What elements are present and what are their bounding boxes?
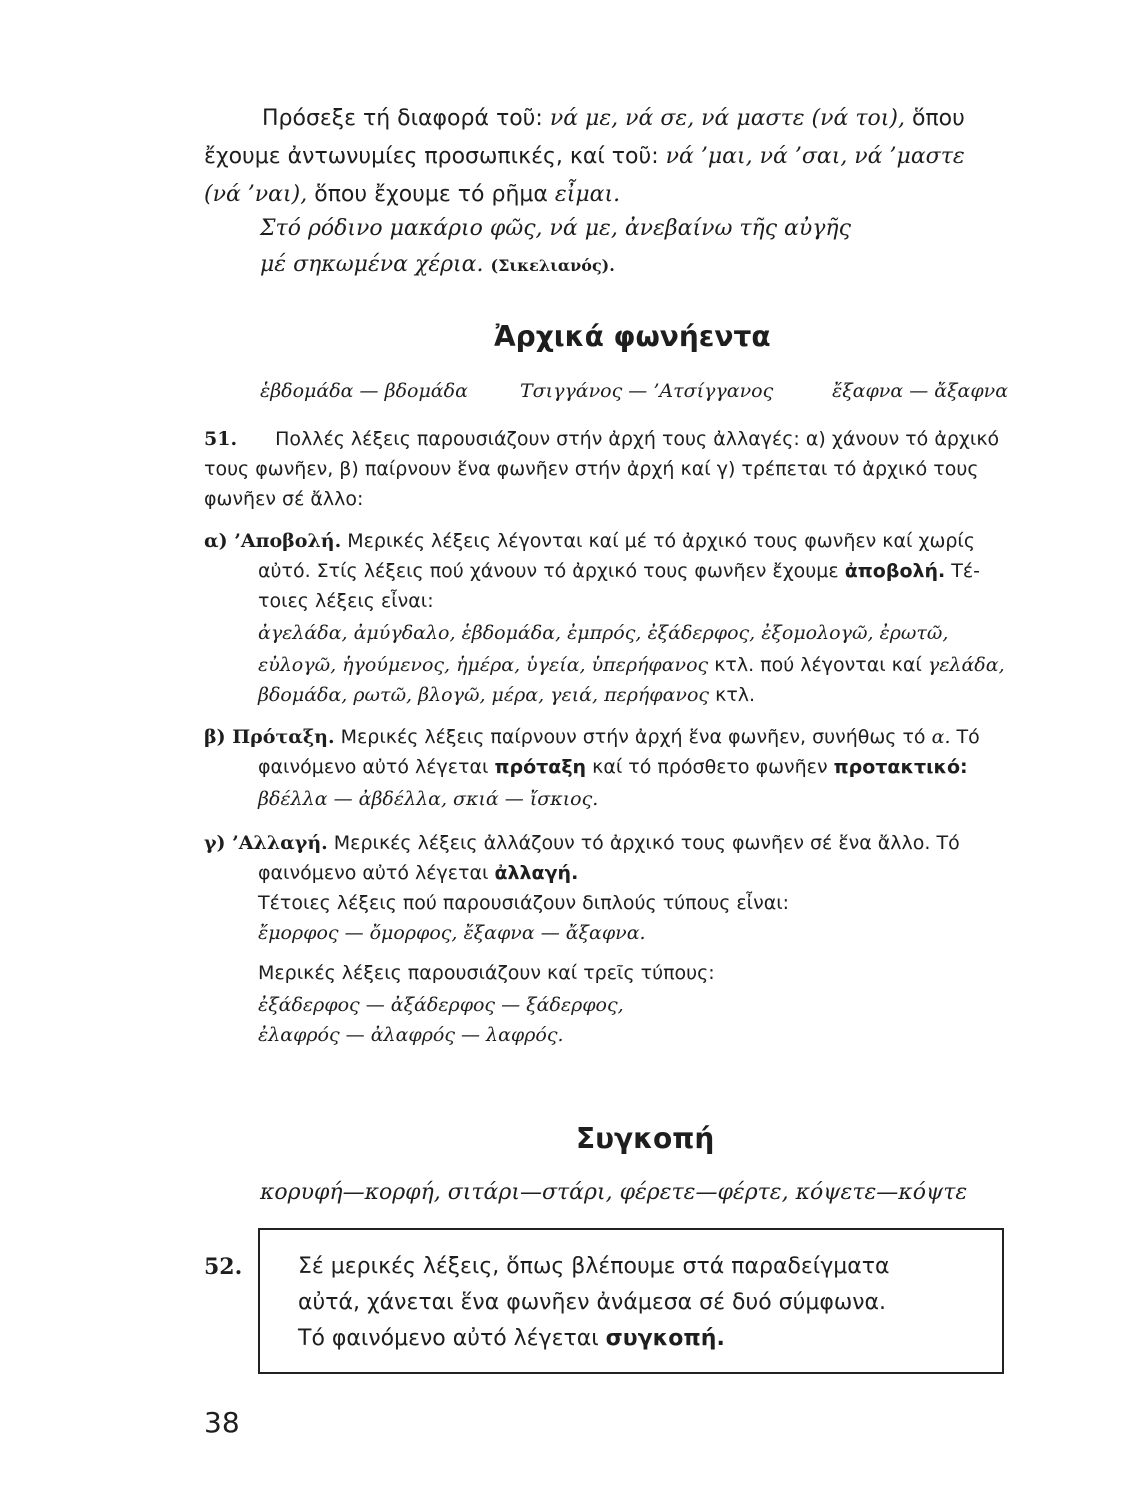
intro-line-3 [204,182,620,207]
p52-line-1: Σέ μερικές λέξεις, ὅπως βλέπουμε στά παραδείγματα [298,1254,890,1279]
beta-text: καί τό πρόσθετο φωνῆεν [586,756,834,778]
gamma-line-7: ἐλαφρός — ἀλαφρός — λαφρός. [258,1024,564,1046]
gamma-line-2 [258,862,578,884]
alpha-line-5 [258,654,1005,676]
p52-term: συγκοπή. [605,1326,725,1351]
p51-line-3: φωνῆεν σέ ἄλλο: [204,488,364,510]
alpha-text: κτλ. [709,684,756,706]
intro-line-2 [204,144,965,169]
intro-text: Πρόσεξε τή διαφορά τοῦ: [262,106,550,131]
alpha-term: ἀποβολή. [844,560,946,582]
alpha-examples: γελάδα, [927,654,1005,676]
p52-line-3 [298,1326,725,1351]
gamma-text: φαινόμενο αὐτό λέγεται [258,862,495,884]
beta-term: πρόταξη [494,756,587,778]
beta-example: α. [931,726,951,748]
gamma-line-4: ἔμορφος — ὄμορφος, ἔξαφνα — ἄξαφνα. [258,922,646,944]
intro-example: νά ’μαι, νά ’σαι, νά ’μαστε [665,144,965,169]
intro-text: ὅπου ἔχουμε τό ρῆμα [307,182,555,207]
beta-line-2 [258,756,968,778]
alpha-line-4: ἀγελάδα, ἀμύγδαλο, ἑβδομάδα, ἐμπρός, ἐξάδερφος, ἐξομολογῶ, ἐρωτῶ, [258,622,949,644]
alpha-examples: βδομάδα, ρωτῶ, βλογῶ, μέρα, γειά, περήφανος [258,684,710,706]
quote-text: μέ σηκωμένα χέρια. [260,252,484,277]
p52-text: Τό φαινόμενο αὐτό λέγεται [298,1326,606,1351]
beta-text: Μερικές λέξεις παίρνουν στήν ἀρχή ἕνα φωνῆεν, συνήθως τό [334,726,932,748]
syncope-examples: κορυφή—κορφή, σιτάρι—στάρι, φέρετε—φέρτε, κόψετε—κόψτε [260,1180,968,1205]
section-heading-syncope: Συγκοπή [576,1122,715,1155]
alpha-line-6 [258,684,755,706]
beta-term: προτακτικό: [833,756,968,778]
gamma-line-1 [204,832,960,854]
gamma-line-6: ἐξάδερφος — ἀξάδερφος — ξάδερφος, [258,994,624,1016]
alpha-text: Τέ- [945,560,981,582]
beta-label: β) Πρόταξη. [204,726,335,748]
beta-text: φαινόμενο αὐτό λέγεται [258,756,495,778]
p52-line-2: αὐτά, χάνεται ἕνα φωνῆεν ἀνάμεσα σέ δυό σύμφωνα. [298,1290,887,1315]
alpha-line-3: τοιες λέξεις εἶναι: [258,590,434,612]
intro-line-1 [262,106,965,131]
alpha-line-2 [258,560,980,582]
gamma-term: ἀλλαγή. [494,862,579,884]
paragraph-number: 51. [204,428,238,450]
alpha-text: κτλ. πού λέγονται καί [708,654,928,676]
quote-source: (Σικελιανός). [490,256,615,275]
p51-line-2: τους φωνῆεν, β) παίρνουν ἕνα φωνῆεν στήν ἀρχή καί γ) τρέπεται τό ἀρχικό τους [204,458,979,480]
alpha-label: α) ’Αποβολή. [204,530,342,552]
intro-example: νά με, νά σε, νά μαστε (νά τοι), [549,106,905,131]
quote-line-1: Στό ρόδινο μακάριο φῶς, νά με, ἀνεβαίνω τῆς αὐγῆς [260,216,851,241]
beta-line-1 [204,726,980,748]
example-1: ἑβδομάδα — βδομάδα [260,380,468,402]
gamma-line-3: Τέτοιες λέξεις πού παρουσιάζουν διπλούς τύπους εἶναι: [258,892,790,914]
p52-number: 52. [204,1254,243,1280]
quote-line-2 [260,252,615,277]
beta-text: Τό [950,726,980,748]
section-heading-initial-vowels: Ἀρχικά φωνήεντα [494,320,771,353]
p51-text: Πολλές λέξεις παρουσιάζουν στήν ἀρχή τους ἀλλαγές: α) χάνουν τό ἀρχικό [275,428,1000,450]
beta-line-3: βδέλλα — ἀβδέλλα, σκιά — ἴσκιος. [258,788,599,810]
intro-text: ὅπου [904,106,965,131]
gamma-line-5: Μερικές λέξεις παρουσιάζουν καί τρεῖς τύπους: [258,962,715,984]
alpha-examples: εὐλογῶ, ἡγούμενος, ἡμέρα, ὑγεία, ὑπερήφανος [258,654,709,676]
gamma-text: Μερικές λέξεις ἀλλάζουν τό ἀρχικό τους φωνῆεν σέ ἕνα ἄλλο. Τό [327,832,960,854]
intro-example: (νά ’ναι), [204,182,308,207]
intro-example: εἶμαι. [554,182,621,207]
alpha-text: αὐτό. Στίς λέξεις πού χάνουν τό ἀρχικό τους φωνῆεν ἔχουμε [258,560,845,582]
intro-text: ἔχουμε ἀντωνυμίες προσωπικές, καί τοῦ: [204,144,666,169]
example-3: ἔξαφνα — ἄξαφνα [832,380,1009,402]
page-number: 38 [204,1406,240,1439]
gamma-label: γ) ’Αλλαγή. [204,832,328,854]
p51-line-1 [204,428,999,450]
example-2: Τσιγγάνος — ’Ατσίγγανος [520,380,774,402]
alpha-text: Μερικές λέξεις λέγονται καί μέ τό ἀρχικό τους φωνῆεν καί χωρίς [341,530,976,552]
alpha-line-1 [204,530,975,552]
